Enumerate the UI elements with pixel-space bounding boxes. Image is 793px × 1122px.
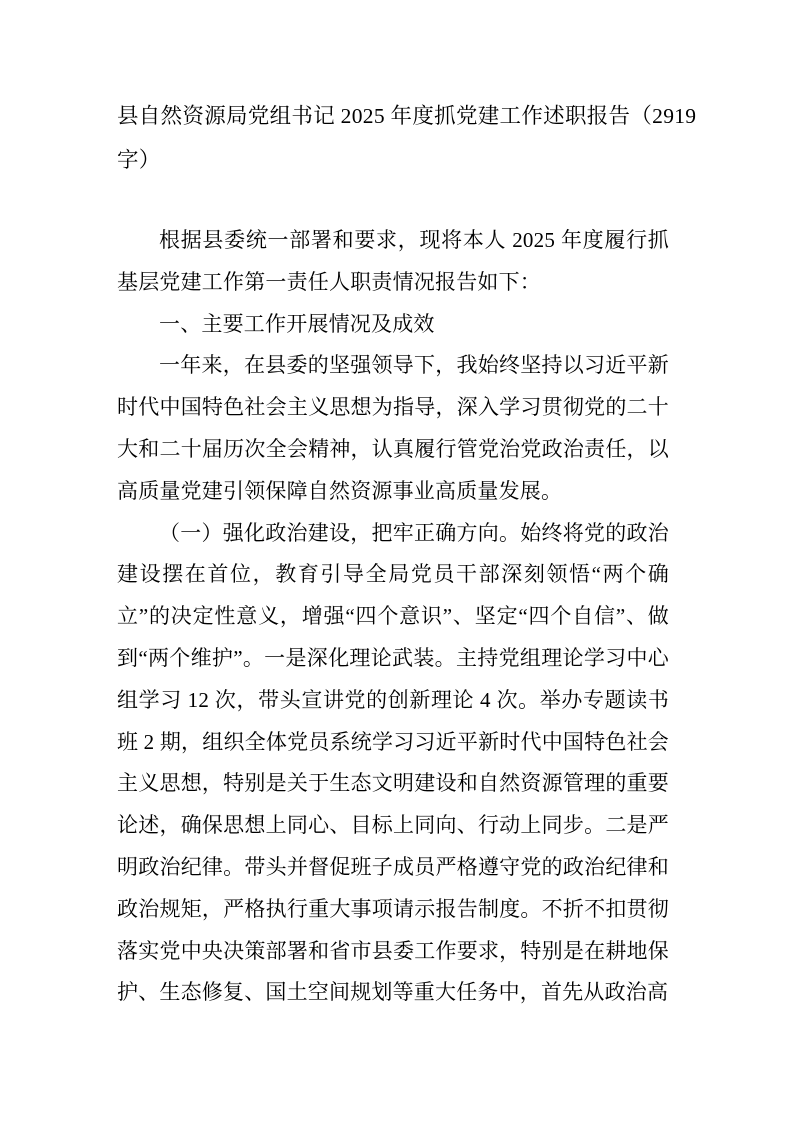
paragraph-political-building: （一）强化政治建设，把牢正确方向。始终将党的政治建设摆在首位，教育引导全局党员干部深刻领悟“两个确立”的决定性意义，增强“四个意识”、坚定“四个自信”、做到“两个维护”。一是深化理论武装。主持党组理论学习中心组学习 12 次，带头宣讲党的创新理论 4 次。举办专题读书班 2 期，组织全体党员系统学习习近平新时代中国特色社会主义思想，特别是关于生态文明建设和自然资源管理的重要论述，确保思想上同心、目标上同向、行动上同步。二是严明政治纪律。带头并督促班子成员严格遵守党的政治纪律和政治规矩，严格执行重大事项请示报告制度。不折不扣贯彻落实党中央决策部署和省市县委工作要求，特别是在耕地保护、生态修复、国土空间规划等重大任务中，首先从政治高 [117, 520, 669, 1005]
paragraph-intro: 根据县委统一部署和要求，现将本人 2025 年度履行抓基层党建工作第一责任人职责情况报告如下： [117, 228, 669, 294]
paragraph-year-overview: 一年来，在县委的坚强领导下，我始终坚持以习近平新时代中国特色社会主义思想为指导，深入学习贯彻党的二十大和二十届历次全会精神，认真履行管党治党政治责任，以高质量党建引领保障自然资源事业高质量发展。 [117, 353, 669, 503]
document-title: 县自然资源局党组书记 2025 年度抓党建工作述职报告（2919 字） [117, 104, 697, 172]
section-heading-main-work: 一、主要工作开展情况及成效 [159, 311, 435, 336]
